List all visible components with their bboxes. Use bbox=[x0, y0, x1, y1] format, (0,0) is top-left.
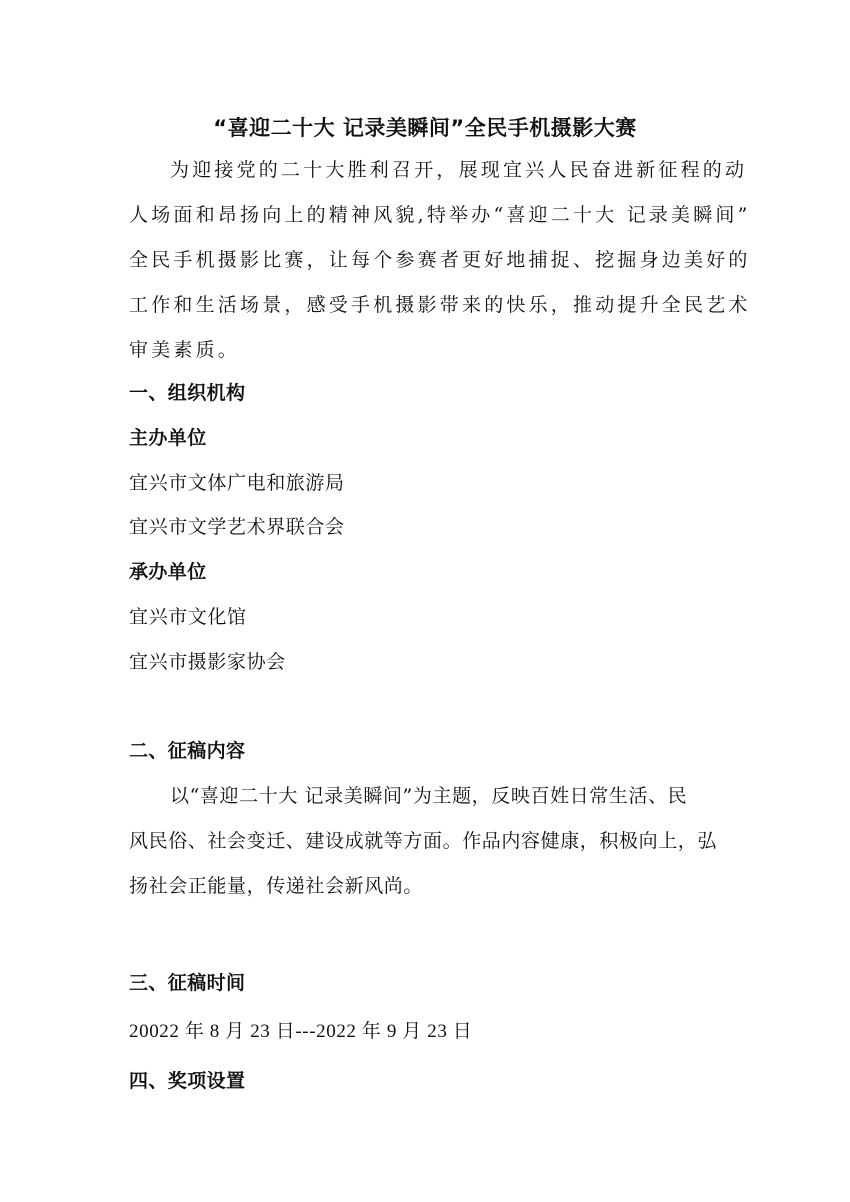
submission-period: 20022 年 8 月 23 日---2022 年 9 月 23 日 bbox=[129, 1021, 473, 1042]
intro-line-5: 审美素质。 bbox=[129, 339, 241, 361]
host-unit-1: 宜兴市文体广电和旅游局 bbox=[129, 472, 345, 494]
section2-heading: 二、征稿内容 bbox=[129, 740, 246, 762]
intro-line-1: 为迎接党的二十大胜利召开，展现宜兴人民奋进新征程的动 bbox=[170, 159, 748, 181]
organizer-unit-1: 宜兴市文化馆 bbox=[129, 606, 247, 628]
intro-line-4: 工作和生活场景，感受手机摄影带来的快乐，推动提升全民艺术 bbox=[129, 294, 751, 316]
section3-heading: 三、征稿时间 bbox=[129, 972, 246, 994]
document-title: “喜迎二十大 记录美瞬间”全民手机摄影大赛 bbox=[213, 116, 637, 140]
host-unit-2: 宜兴市文学艺术界联合会 bbox=[129, 516, 345, 538]
section4-heading: 四、奖项设置 bbox=[129, 1070, 246, 1092]
content-line-2: 风民俗、社会变迁、建设成就等方面。作品内容健康，积极向上，弘 bbox=[129, 830, 718, 852]
host-label: 主办单位 bbox=[129, 427, 207, 449]
intro-line-2: 人场面和昂扬向上的精神风貌,特举办“喜迎二十大 记录美瞬间” bbox=[129, 204, 751, 226]
organizer-label: 承办单位 bbox=[129, 561, 207, 583]
content-line-3: 扬社会正能量，传递社会新风尚。 bbox=[129, 875, 424, 897]
organizer-unit-2: 宜兴市摄影家协会 bbox=[129, 651, 286, 673]
section1-heading: 一、组织机构 bbox=[129, 382, 246, 404]
intro-line-3: 全民手机摄影比赛，让每个参赛者更好地捕捉、挖掘身边美好的 bbox=[129, 249, 751, 271]
content-line-1: 以“喜迎二十大 记录美瞬间”为主题，反映百姓日常生活、民 bbox=[170, 785, 688, 807]
